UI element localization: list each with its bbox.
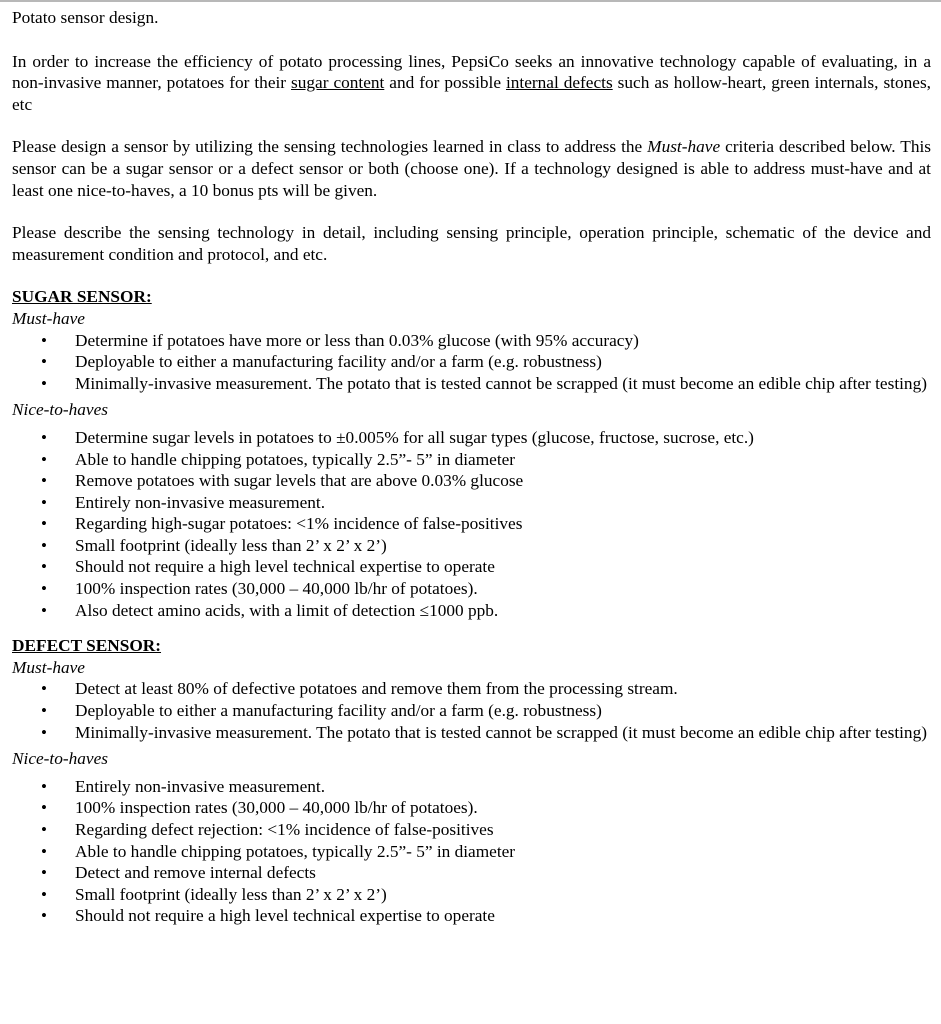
list-item-text: Regarding defect rejection: <1% incidence of false-positives: [75, 820, 494, 839]
list-item: [12, 722, 931, 744]
list-item-text: Minimally-invasive measurement. The potato that is tested cannot be scrapped (it must become an edible chip after testing): [75, 373, 927, 393]
list-item: [12, 449, 931, 471]
instructions-text-2: criteria described below. This sensor can be a sugar sensor or a defect sensor or both (choose one). If a technology designed is able to address must-have and at least one nice-to-haves, a 10 bonus pts will be given.: [12, 137, 932, 200]
document-page: [12, 7, 931, 927]
bullet-icon: •: [41, 535, 47, 555]
sugar-sensor-section: [12, 286, 931, 621]
list-item-text: Small footprint (ideally less than 2’ x 2’ x 2’): [75, 884, 387, 904]
sugar-sensor-heading: SUGAR SENSOR:: [12, 287, 152, 307]
list-item-text: Also detect amino acids, with a limit of detection ≤1000 ppb.: [75, 600, 499, 620]
description-paragraph: Please describe the sensing technology in detail, including sensing principle, operation principle, schematic of the device and measurement condition and protocol, and etc.: [12, 223, 931, 264]
list-item: [12, 492, 931, 514]
document-title: Potato sensor design.: [12, 8, 159, 27]
list-item: [12, 373, 931, 395]
bullet-icon: •: [41, 373, 47, 393]
list-item: [12, 535, 931, 557]
bullet-icon: •: [41, 906, 47, 926]
list-item: [12, 841, 931, 863]
sugar-nice-to-haves-list: [12, 427, 931, 621]
bullet-icon: •: [41, 600, 47, 620]
list-item-text: Determine sugar levels in potatoes to ±0.005% for all sugar types (glucose, fructose, sucrose, etc.): [75, 427, 754, 447]
bullet-icon: •: [41, 776, 47, 796]
bullet-icon: •: [41, 352, 47, 372]
list-item: [12, 862, 931, 884]
list-item: [12, 600, 931, 622]
intro-text-3: such as hollow-heart, green internals, stones, etc: [12, 73, 931, 114]
bullet-icon: •: [41, 701, 47, 721]
bullet-icon: •: [41, 841, 47, 861]
bullet-icon: •: [41, 722, 47, 742]
list-item-text: 100% inspection rates (30,000 – 40,000 lb/hr of potatoes).: [75, 579, 478, 599]
bullet-icon: •: [41, 557, 47, 577]
defect-nice-to-haves-list: [12, 776, 931, 927]
list-item: [12, 797, 931, 819]
bullet-icon: •: [41, 820, 47, 839]
bullet-icon: •: [41, 798, 47, 818]
list-item-text: Deployable to either a manufacturing facility and/or a farm (e.g. robustness): [75, 352, 602, 372]
intro-text-1: In order to increase the efficiency of potato processing lines, PepsiCo seeks an innovative technology capable of evaluating, in a non-invasive manner, potatoes for their: [12, 51, 931, 93]
list-item-text: Able to handle chipping potatoes, typically 2.5”- 5” in diameter: [75, 841, 516, 861]
bullet-icon: •: [41, 449, 47, 469]
sugar-must-have-list: [12, 330, 931, 395]
list-item-text: Detect and remove internal defects: [75, 863, 316, 883]
list-item: [12, 905, 931, 927]
bullet-icon: •: [41, 679, 47, 699]
defect-sensor-section: [12, 635, 931, 927]
list-item-text: 100% inspection rates (30,000 – 40,000 lb/hr of potatoes).: [75, 798, 478, 818]
defect-must-have-list: [12, 678, 931, 743]
list-item: [12, 884, 931, 906]
must-have-italic: Must-have: [647, 137, 721, 157]
bullet-icon: •: [41, 427, 47, 447]
bullet-icon: •: [41, 330, 47, 350]
bullet-icon: •: [41, 471, 47, 491]
list-item-text: Entirely non-invasive measurement.: [75, 776, 326, 796]
bullet-icon: •: [41, 863, 47, 883]
bullet-icon: •: [41, 514, 47, 534]
instructions-text-1: Please design a sensor by utilizing the sensing technologies learned in class to address the: [12, 137, 648, 157]
defect-sensor-heading: DEFECT SENSOR:: [12, 636, 162, 656]
sugar-must-have-label: Must-have: [12, 308, 85, 328]
list-item-text: Determine if potatoes have more or less than 0.03% glucose (with 95% accuracy): [75, 330, 639, 350]
bullet-icon: •: [41, 884, 47, 904]
list-item: [12, 470, 931, 492]
list-item: [12, 330, 931, 352]
list-item: [12, 776, 931, 798]
list-item-text: Remove potatoes with sugar levels that are above 0.03% glucose: [75, 471, 524, 491]
intro-text-2: and for possible: [384, 73, 506, 93]
intro-paragraph: [12, 51, 931, 116]
defect-nice-to-haves-label: Nice-to-haves: [12, 749, 108, 769]
bullet-icon: •: [41, 492, 47, 512]
list-item-text: Regarding high-sugar potatoes: <1% incidence of false-positives: [75, 514, 523, 534]
list-item-text: Detect at least 80% of defective potatoes and remove them from the processing stream.: [75, 679, 678, 699]
top-border: [0, 0, 941, 2]
defect-must-have-label: Must-have: [12, 657, 85, 677]
list-item: [12, 700, 931, 722]
instructions-paragraph: [12, 136, 931, 201]
list-item-text: Should not require a high level technical expertise to operate: [75, 557, 495, 577]
list-item: [12, 513, 931, 535]
list-item: [12, 556, 931, 578]
list-item: [12, 351, 931, 373]
list-item: [12, 427, 931, 449]
internal-defects-underlined: internal defects: [505, 73, 613, 93]
sugar-content-underlined: sugar content: [291, 73, 385, 93]
list-item-text: Deployable to either a manufacturing facility and/or a farm (e.g. robustness): [75, 701, 602, 721]
list-item-text: Should not require a high level technical expertise to operate: [75, 906, 495, 926]
list-item-text: Small footprint (ideally less than 2’ x 2’ x 2’): [75, 535, 387, 555]
list-item-text: Able to handle chipping potatoes, typically 2.5”- 5” in diameter: [75, 449, 516, 469]
list-item: [12, 819, 931, 841]
list-item-text: Entirely non-invasive measurement.: [75, 492, 326, 512]
list-item-text: Minimally-invasive measurement. The potato that is tested cannot be scrapped (it must become an edible chip after testing): [75, 722, 927, 742]
sugar-nice-to-haves-label: Nice-to-haves: [12, 400, 108, 420]
bullet-icon: •: [41, 579, 47, 599]
list-item: [12, 678, 931, 700]
list-item: [12, 578, 931, 600]
